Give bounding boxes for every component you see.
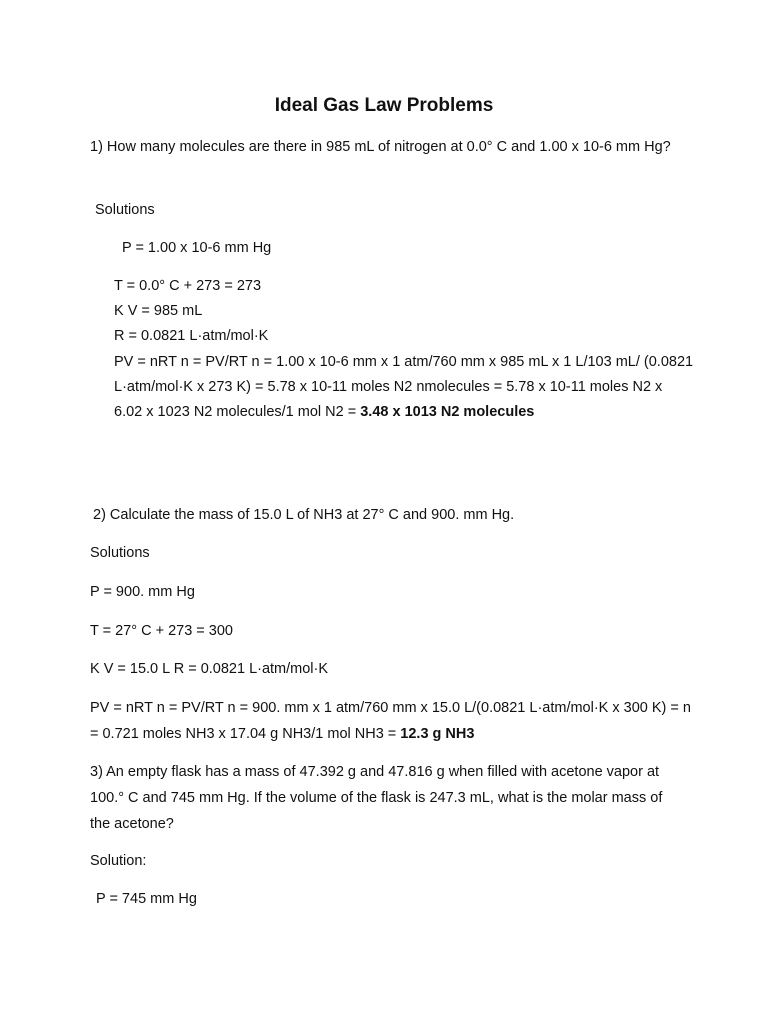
problem-1-gas-constant: R = 0.0821 L·atm/mol·K [114, 328, 269, 344]
problem-2-question: 2) Calculate the mass of 15.0 L of NH3 at 27° C and 900. mm Hg. [93, 507, 515, 523]
problem-3-solution-label: Solution: [90, 853, 147, 869]
problem-1-question: 1) How many molecules are there in 985 mL of nitrogen at 0.0° C and 1.00 x 10-6 mm Hg? [90, 139, 671, 155]
problem-1-answer: 3.48 x 1013 N2 molecules [360, 404, 535, 420]
problem-1-calculation [114, 350, 694, 425]
problem-1-pressure: P = 1.00 x 10-6 mm Hg [122, 240, 272, 256]
problem-2-calculation-text: PV = nRT n = PV/RT n = 900. mm x 1 atm/760 mm x 15.0 L/(0.0821 L·atm/mol·K x 300 K) = n = 0.721 moles NH3 x 17.04 g NH3/1 mol NH3 = [90, 700, 691, 742]
problem-2-answer: 12.3 g NH3 [400, 726, 475, 742]
problem-1-solutions-label: Solutions [95, 202, 155, 218]
problem-1-temperature: T = 0.0° C + 273 = 273 [114, 278, 262, 294]
problem-1-calculation-text: PV = nRT n = PV/RT n = 1.00 x 10-6 mm x 1 atm/760 mm x 985 mL x 1 L/103 mL/ (0.0821 L·atm/mol·K x 273 K) = 5.78 x 10-11 moles N2 nmolecules = 5.78 x 10-11 moles N2 x 6.02 x 1023 N2 molecules/1 mol N2 = [114, 354, 694, 420]
problem-1-volume: K V = 985 mL [114, 303, 203, 319]
problem-2-temperature: T = 27° C + 273 = 300 [90, 623, 233, 639]
problem-2-solutions-label: Solutions [90, 545, 150, 561]
problem-2-calculation [90, 695, 695, 747]
problem-2-volume-and-r: K V = 15.0 L R = 0.0821 L·atm/mol·K [90, 661, 329, 677]
problem-3-pressure: P = 745 mm Hg [96, 891, 197, 907]
document-title: Ideal Gas Law Problems [274, 95, 494, 116]
problem-2-pressure: P = 900. mm Hg [90, 584, 195, 600]
problem-3-question: 3) An empty flask has a mass of 47.392 g and 47.816 g when filled with acetone vapor at 100.° C and 745 mm Hg. If the volume of the flask is 247.3 mL, what is the molar mass of the acetone? [90, 764, 663, 832]
